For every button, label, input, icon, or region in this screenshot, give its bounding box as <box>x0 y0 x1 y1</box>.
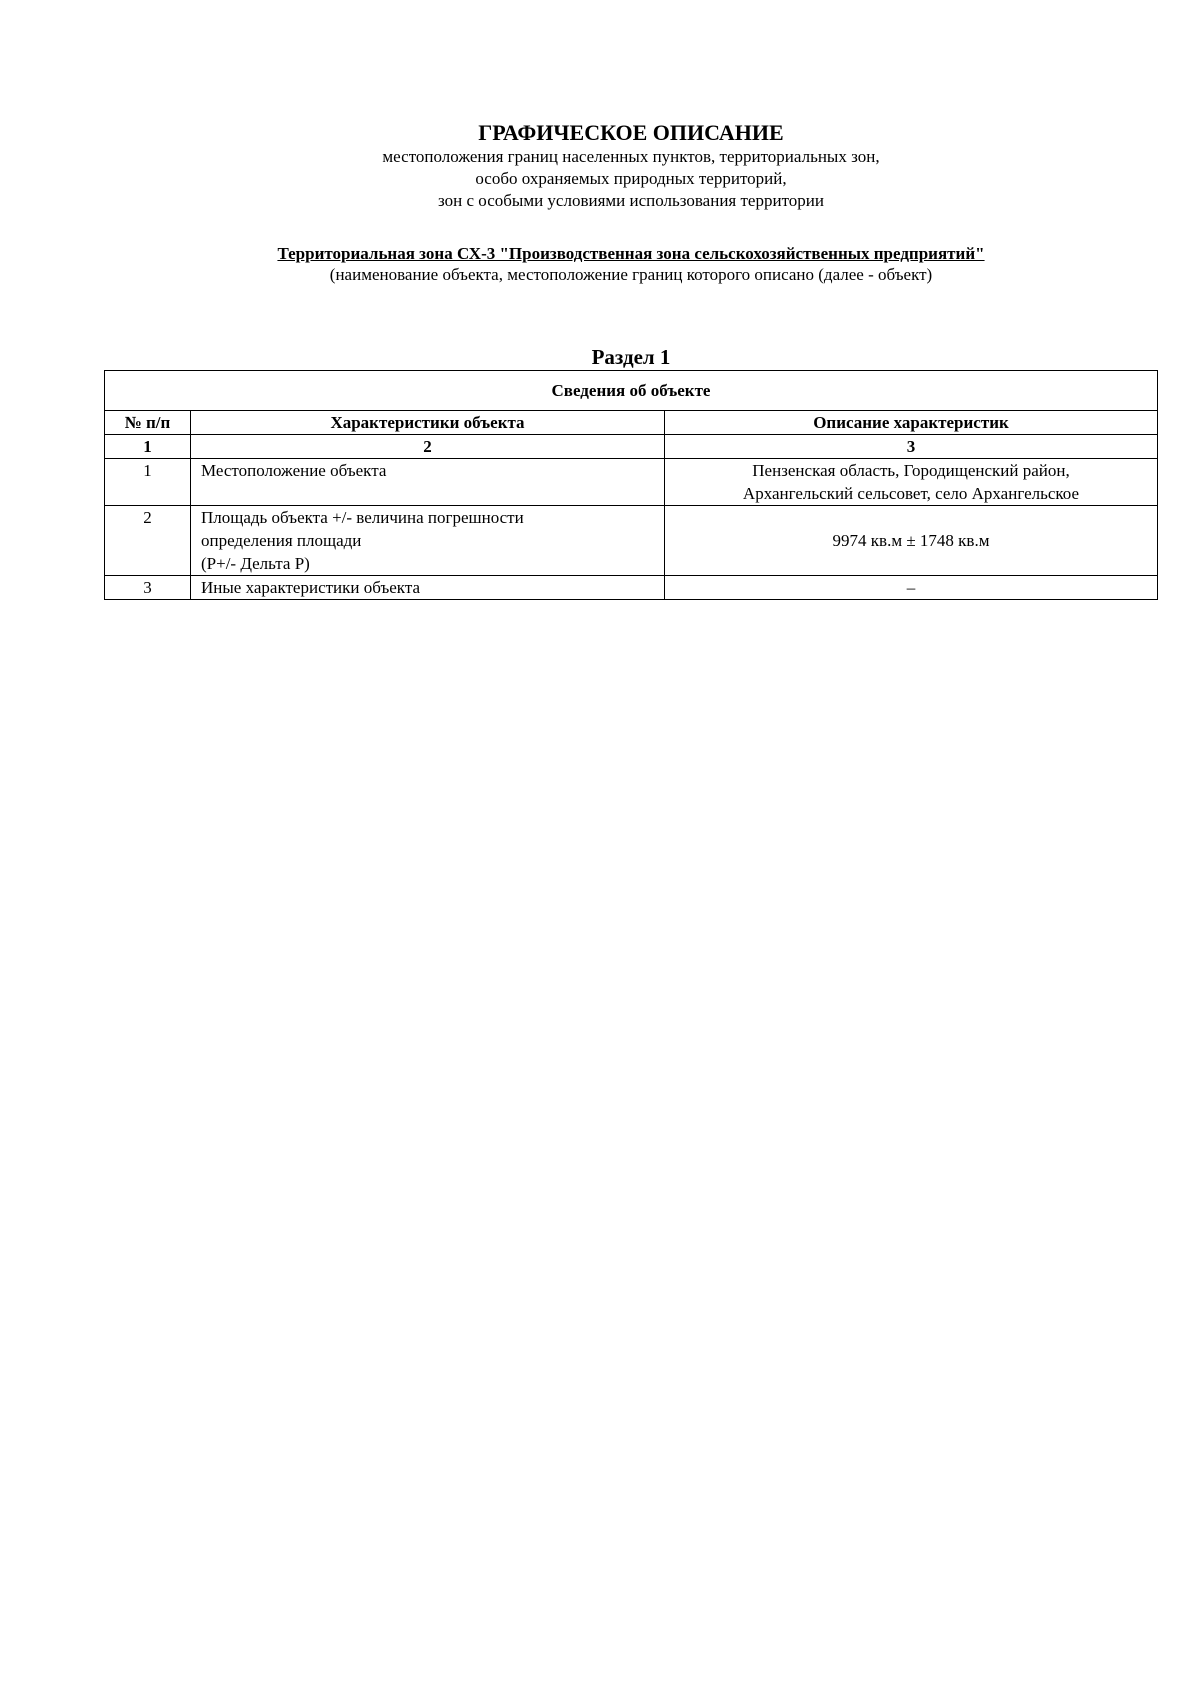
subtitle-line-1: местоположения границ населенных пунктов, территориальных зон, <box>382 147 880 166</box>
row-characteristic <box>191 459 665 506</box>
subtitle-line-3: зон с особыми условиями использования территории <box>438 191 824 210</box>
row-characteristic <box>191 576 665 600</box>
document-title: ГРАФИЧЕСКОЕ ОПИСАНИЕ <box>478 120 784 145</box>
object-name: Территориальная зона СХ-3 "Производственная зона сельскохозяйственных предприятий" <box>277 244 985 263</box>
object-info-table <box>104 370 1158 600</box>
row-characteristic <box>191 506 665 576</box>
table-row <box>105 506 1158 576</box>
row-number: 3 <box>105 576 191 600</box>
table-caption-row <box>105 371 1158 411</box>
row-number: 2 <box>105 506 191 576</box>
row-description <box>665 506 1158 576</box>
characteristic-line: Иные характеристики объекта <box>201 578 421 597</box>
characteristic-line: Местоположение объекта <box>201 461 387 480</box>
section-title: Раздел 1 <box>591 345 671 369</box>
row-description <box>665 576 1158 600</box>
subtitle-line-2: особо охраняемых природных территорий, <box>475 169 787 188</box>
object-block <box>0 243 1200 286</box>
characteristic-line: Площадь объекта +/- величина погрешности <box>201 508 524 527</box>
column-index-1: 1 <box>105 435 191 459</box>
column-header-description: Описание характеристик <box>665 411 1158 435</box>
table-row <box>105 576 1158 600</box>
description-line: Архангельский сельсовет, село Архангельское <box>742 484 1080 503</box>
description-line: 9974 кв.м ± 1748 кв.м <box>832 531 990 550</box>
object-caption: (наименование объекта, местоположение границ которого описано (далее - объект) <box>329 265 933 284</box>
table-header-row <box>105 411 1158 435</box>
document-header <box>0 120 1200 212</box>
column-header-num: № п/п <box>105 411 191 435</box>
column-index-2: 2 <box>191 435 665 459</box>
table-index-row <box>105 435 1158 459</box>
characteristic-line: определения площади <box>201 531 362 550</box>
row-number: 1 <box>105 459 191 506</box>
row-description <box>665 459 1158 506</box>
column-index-3: 3 <box>665 435 1158 459</box>
table-caption: Сведения об объекте <box>105 371 1158 411</box>
description-line: – <box>906 578 916 597</box>
table-row <box>105 459 1158 506</box>
description-line: Пензенская область, Городищенский район, <box>752 461 1070 480</box>
characteristic-line: (P+/- Дельта P) <box>201 554 310 573</box>
column-header-characteristics: Характеристики объекта <box>191 411 665 435</box>
